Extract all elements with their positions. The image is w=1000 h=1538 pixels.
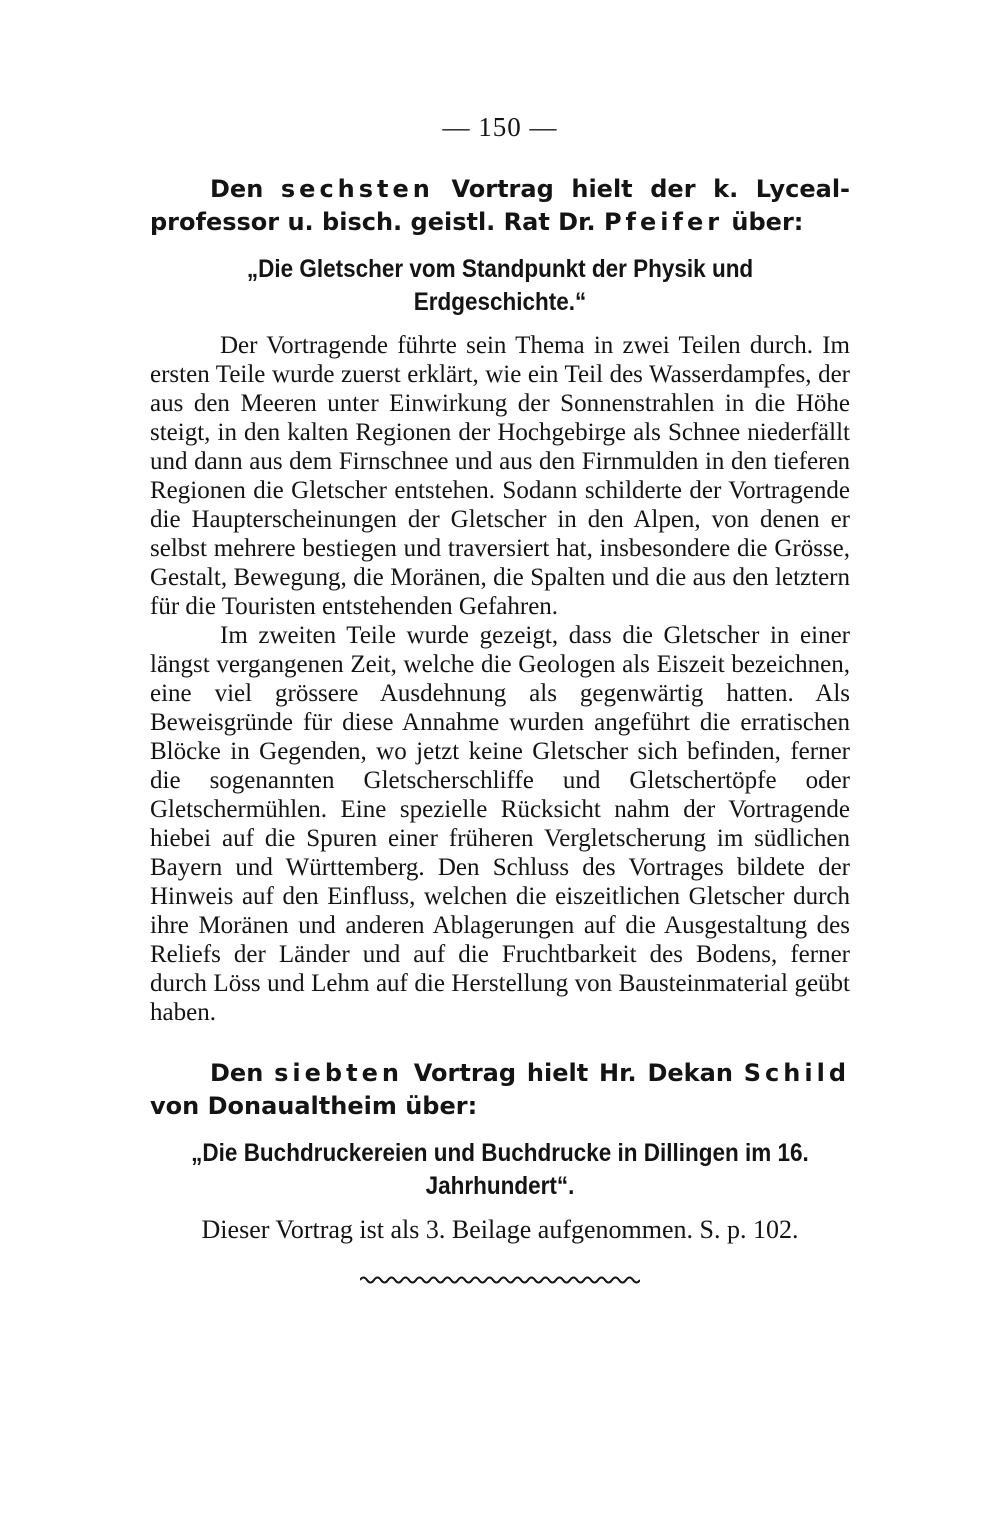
appendix-note: Dieser Vortrag ist als 3. Beilage aufgenommen. S. p. 102. (201, 1215, 799, 1244)
intro-text: über: (723, 208, 804, 236)
intro-text: Den (210, 1059, 275, 1087)
summary-paragraph: Der Vortragende führte sein Thema in zwei Teilen durch. Im ersten Teile wurde zuerst erklärt, wie ein Teil des Wasserdampfes, der aus den Meeren unter Einwirkung der Sonnenstrahlen in die Höhe steigt, in den kalten Regionen der Hochgebirge als Schnee niederfällt und dann aus dem Firnschnee und aus den Firnmulden in den tieferen Regionen die Gletscher entstehen. Sodann schilderte der Vortragende die Haupterscheinungen der Gletscher in den Alpen, von denen er selbst mehrere bestiegen und traversiert hat, insbesondere die Grösse, Gestalt, Bewegung, die Moränen, die Spalten und die aus den letztern für die Touristen entstehenden Gefahren. (150, 332, 850, 620)
lecture-7-introduction (150, 1057, 850, 1123)
intro-text: Vortrag hielt Hr. Dekan (402, 1059, 744, 1087)
speaker-name: Schild (743, 1059, 850, 1087)
speaker-name: Pfeifer (603, 208, 724, 236)
intro-text: Vortrag hielt der k. Lyceal-professor u. bisch. geistl. Rat Dr. (150, 175, 851, 236)
lecture-6-title: „Die Gletscher vom Standpunkt der Physik und Erdgeschichte.“ (246, 255, 754, 316)
intro-text: Den (210, 175, 281, 203)
lecture-ordinal: sechsten (280, 175, 434, 203)
lecture-6-summary (150, 331, 850, 1027)
document-page (150, 112, 850, 1285)
lecture-7-title: „Die Buchdruckereien und Buchdrucke in Dillingen im 16. Jahrhundert“. (191, 1139, 809, 1200)
page-number: — 150 — (442, 112, 558, 142)
intro-text: von Donaualtheim über: (150, 1092, 478, 1120)
wavy-divider (360, 1275, 640, 1285)
lecture-ordinal: siebten (274, 1059, 403, 1087)
lecture-6-introduction (150, 173, 850, 239)
summary-paragraph: Im zweiten Teile wurde gezeigt, dass die Gletscher in einer längst vergangenen Zeit, welche die Geologen als Eiszeit bezeichnen, eine viel grössere Ausdehnung als gegenwärtig hatten. Als Beweisgründe für diese Annahme wurden angeführt die erratischen Blöcke in Gegenden, wo jetzt keine Gletscher sich befinden, ferner die sogenannten Gletscherschliffe und Gletschertöpfe oder Gletschermühlen. Eine spezielle Rücksicht nahm der Vortragende hiebei auf die Spuren einer früheren Vergletscherung im südlichen Bayern und Württemberg. Den Schluss des Vortrages bildete der Hinweis auf den Einfluss, welchen die eiszeitlichen Gletscher durch ihre Moränen und anderen Ablagerungen auf die Ausgestaltung des Reliefs der Länder und auf die Fruchtbarkeit des Bodens, ferner durch Löss und Lehm auf die Herstellung von Bausteinmaterial geübt haben. (150, 622, 850, 1026)
